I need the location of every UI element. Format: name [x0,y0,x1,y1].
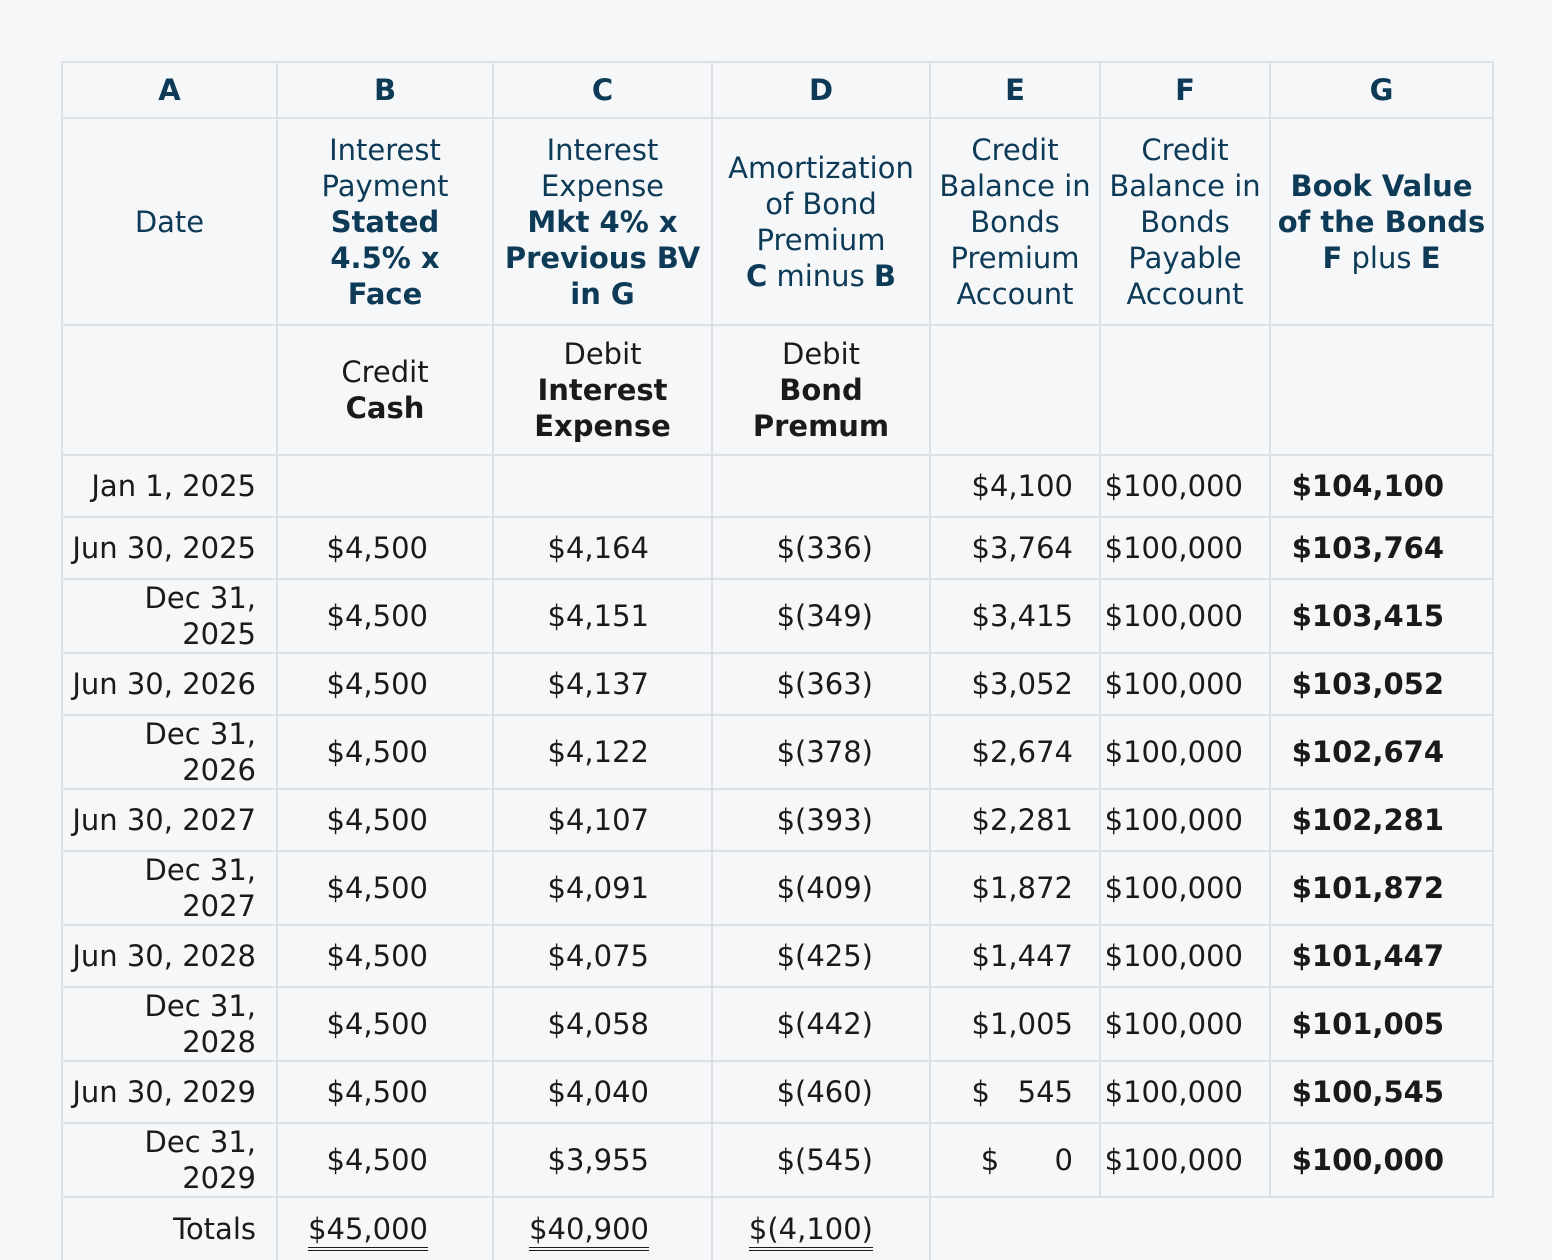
payable-balance-cell: $100,000 [1100,517,1270,579]
header-e-line1: Credit [971,132,1059,167]
book-value-cell: $101,005 [1270,987,1493,1061]
interest-payment-cell: $4,500 [277,789,493,851]
amortization-cell: $(378) [712,715,930,789]
empty-cell [1270,1197,1493,1260]
entry-e [930,325,1100,455]
date-cell: Dec 31, 2027 [62,851,277,925]
header-premium-balance [930,118,1100,325]
header-date-label: Date [134,204,205,239]
interest-expense-cell: $4,137 [493,653,712,715]
date-cell: Dec 31, 2028 [62,987,277,1061]
payable-balance-cell: $100,000 [1100,579,1270,653]
interest-payment-cell: $4,500 [277,579,493,653]
premium-balance-cell: $3,415 [930,579,1100,653]
entry-g [1270,325,1493,455]
entry-a [62,325,277,455]
header-f-line3: Bonds [1140,204,1230,239]
entry-b-line1: Credit [341,355,429,389]
totals-row [62,1197,1493,1260]
book-value-cell: $103,052 [1270,653,1493,715]
table-row [62,1123,1493,1197]
interest-payment-cell: $4,500 [277,1061,493,1123]
journal-entry-row [62,325,1493,455]
premium-balance-cell: $3,052 [930,653,1100,715]
entry-d-line2: Bond [779,373,863,407]
book-value-cell: $103,764 [1270,517,1493,579]
header-b-line2: Payment [321,168,449,203]
interest-payment-cell: $4,500 [277,987,493,1061]
entry-d [712,325,930,455]
premium-balance-cell: $2,674 [930,715,1100,789]
header-d-b: B [873,258,897,293]
interest-expense-cell: $3,955 [493,1123,712,1197]
header-e-line3: Bonds [970,204,1060,239]
column-letter-a: A [62,62,277,118]
amortization-cell: $(393) [712,789,930,851]
interest-expense-cell: $4,058 [493,987,712,1061]
interest-expense-cell [493,455,712,517]
header-d-minus: minus [767,258,874,293]
table-row [62,925,1493,987]
payable-balance-cell: $100,000 [1100,1061,1270,1123]
header-b-line4: 4.5% x [330,240,440,275]
premium-balance-cell: $1,005 [930,987,1100,1061]
entry-c [493,325,712,455]
entry-b [277,325,493,455]
payable-balance-cell: $100,000 [1100,455,1270,517]
header-d-line4 [713,258,929,294]
header-interest-payment [277,118,493,325]
interest-expense-cell: $4,107 [493,789,712,851]
header-g-line3 [1271,240,1492,276]
column-letter-e: E [930,62,1100,118]
book-value-cell: $101,447 [1270,925,1493,987]
header-f-line5: Account [1126,276,1244,311]
header-amortization [712,118,930,325]
interest-payment-cell [277,455,493,517]
header-c-line2: Expense [540,168,665,203]
interest-payment-cell: $4,500 [277,517,493,579]
header-payable-balance [1100,118,1270,325]
header-b-line3: Stated [330,204,440,239]
amortization-cell: $(442) [712,987,930,1061]
bond-amortization-table [61,61,1494,1260]
column-letter-b: B [277,62,493,118]
header-f-line1: Credit [1141,132,1229,167]
column-letter-row [62,62,1493,118]
header-f-line2: Balance in [1109,168,1261,203]
interest-payment-cell: $4,500 [277,1123,493,1197]
header-book-value [1270,118,1493,325]
interest-expense-cell: $4,122 [493,715,712,789]
book-value-cell: $101,872 [1270,851,1493,925]
header-c-line3: Mkt 4% x [527,204,678,239]
book-value-cell: $104,100 [1270,455,1493,517]
premium-balance-cell: $ 545 [930,1061,1100,1123]
entry-c-line1: Debit [563,337,642,371]
header-d-c: C [745,258,768,293]
date-cell: Dec 31, 2026 [62,715,277,789]
amortization-cell [712,455,930,517]
table-row [62,653,1493,715]
total-interest-expense-cell [493,1197,712,1260]
date-cell: Jun 30, 2028 [62,925,277,987]
header-c-line1: Interest [546,132,659,167]
entry-d-line1: Debit [781,337,860,371]
entry-f [1100,325,1270,455]
table-row [62,455,1493,517]
total-interest-expense: $40,900 [529,1212,649,1251]
amortization-cell: $(545) [712,1123,930,1197]
interest-payment-cell: $4,500 [277,925,493,987]
column-letter-f: F [1100,62,1270,118]
header-f-line4: Payable [1128,240,1242,275]
amortization-cell: $(349) [712,579,930,653]
amortization-cell: $(363) [712,653,930,715]
column-letter-d: D [712,62,930,118]
amortization-cell: $(425) [712,925,930,987]
total-amortization: $(4,100) [749,1212,873,1251]
entry-c-line3: Expense [534,409,671,443]
header-g-f: F [1322,240,1343,275]
header-g-line2: of the Bonds [1277,204,1486,239]
empty-cell [1100,1197,1270,1260]
table-row [62,715,1493,789]
table-row [62,987,1493,1061]
header-g-e: E [1420,240,1441,275]
total-interest-payment-cell [277,1197,493,1260]
header-e-line4: Premium [950,240,1080,275]
total-amortization-cell [712,1197,930,1260]
book-value-cell: $100,545 [1270,1061,1493,1123]
payable-balance-cell: $100,000 [1100,925,1270,987]
date-cell: Jan 1, 2025 [62,455,277,517]
payable-balance-cell: $100,000 [1100,653,1270,715]
book-value-cell: $102,674 [1270,715,1493,789]
amortization-cell: $(336) [712,517,930,579]
premium-balance-cell: $1,447 [930,925,1100,987]
amortization-cell: $(460) [712,1061,930,1123]
column-letter-c: C [493,62,712,118]
header-c-line4: Previous BV [504,240,701,275]
header-e-line5: Account [956,276,1074,311]
entry-c-line2: Interest [537,373,668,407]
payable-balance-cell: $100,000 [1100,987,1270,1061]
empty-cell [930,1197,1100,1260]
table-row [62,1061,1493,1123]
header-e-line2: Balance in [939,168,1091,203]
interest-expense-cell: $4,164 [493,517,712,579]
total-interest-payment: $45,000 [308,1212,428,1251]
header-b-line5: Face [347,276,423,311]
header-c-line5: in G [570,276,635,311]
table-row [62,579,1493,653]
premium-balance-cell: $ 0 [930,1123,1100,1197]
column-header-row [62,118,1493,325]
table-row [62,517,1493,579]
header-date [62,118,277,325]
payable-balance-cell: $100,000 [1100,789,1270,851]
header-g-plus: plus [1342,240,1421,275]
header-d-line1: Amortization [728,150,914,185]
date-cell: Jun 30, 2029 [62,1061,277,1123]
premium-balance-cell: $1,872 [930,851,1100,925]
date-cell: Jun 30, 2026 [62,653,277,715]
interest-expense-cell: $4,091 [493,851,712,925]
interest-expense-cell: $4,040 [493,1061,712,1123]
header-interest-expense [493,118,712,325]
payable-balance-cell: $100,000 [1100,715,1270,789]
payable-balance-cell: $100,000 [1100,851,1270,925]
table-row [62,851,1493,925]
totals-label: Totals [62,1197,277,1260]
interest-payment-cell: $4,500 [277,851,493,925]
date-cell: Jun 30, 2027 [62,789,277,851]
header-d-line3: Premium [756,222,886,257]
premium-balance-cell: $2,281 [930,789,1100,851]
book-value-cell: $103,415 [1270,579,1493,653]
book-value-cell: $102,281 [1270,789,1493,851]
entry-d-line3: Premum [752,409,890,443]
book-value-cell: $100,000 [1270,1123,1493,1197]
premium-balance-cell: $3,764 [930,517,1100,579]
date-cell: Dec 31, 2025 [62,579,277,653]
amortization-cell: $(409) [712,851,930,925]
date-cell: Jun 30, 2025 [62,517,277,579]
header-d-line2: of Bond [765,186,877,221]
premium-balance-cell: $4,100 [930,455,1100,517]
table-row [62,789,1493,851]
interest-expense-cell: $4,151 [493,579,712,653]
header-g-line1: Book Value [1290,168,1473,203]
header-b-line1: Interest [329,132,441,167]
payable-balance-cell: $100,000 [1100,1123,1270,1197]
entry-b-line2: Cash [345,391,425,425]
interest-expense-cell: $4,075 [493,925,712,987]
interest-payment-cell: $4,500 [277,653,493,715]
date-cell: Dec 31, 2029 [62,1123,277,1197]
interest-payment-cell: $4,500 [277,715,493,789]
column-letter-g: G [1270,62,1493,118]
